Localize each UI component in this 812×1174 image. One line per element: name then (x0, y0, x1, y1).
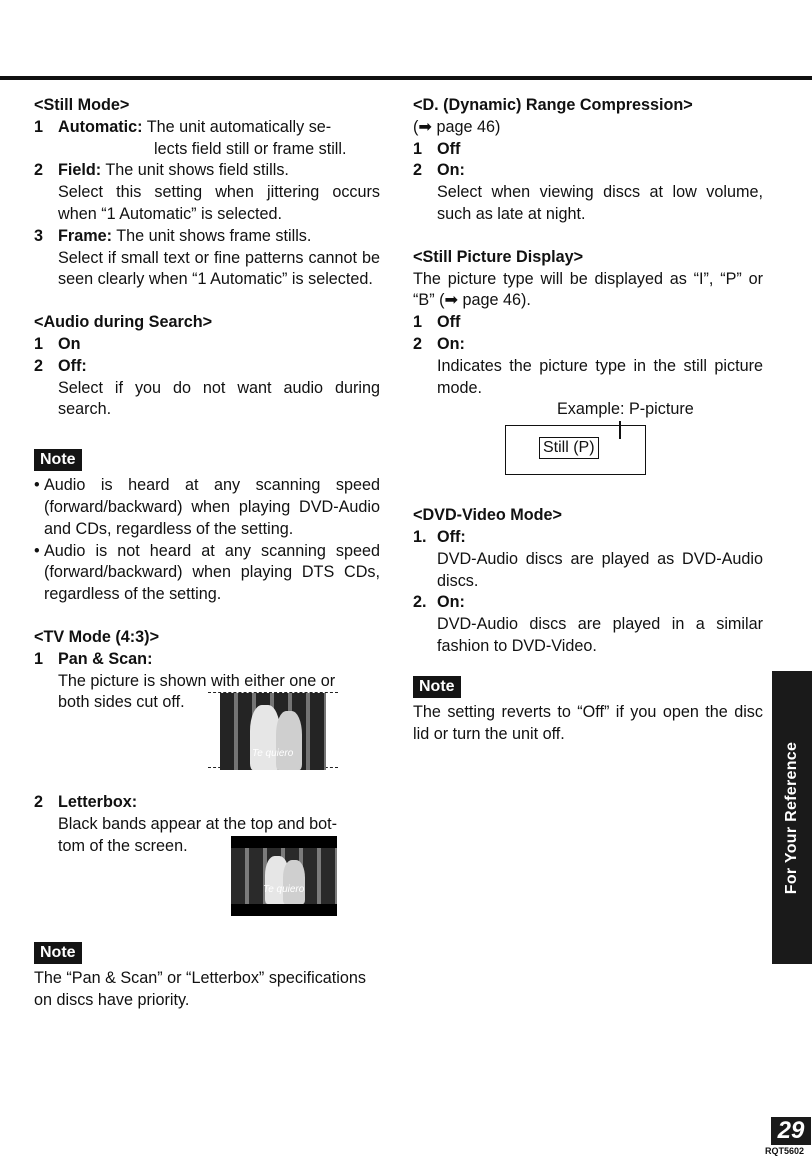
drc-heading: <D. (Dynamic) Range Compression> (413, 96, 693, 114)
still-picture-item-2: 2 On: Indicates the picture type in the still picture mode. (413, 334, 763, 397)
dvd-video-item-1: 1. Off: DVD-Audio discs are played as DVD-Audio discs. (413, 527, 763, 590)
still-display-example (413, 421, 763, 493)
still-mode-heading: <Still Mode> (34, 96, 130, 114)
letterbox-illustration: tom of the screen. Te quiero (58, 836, 380, 924)
audio-search-item-1: 1 On (34, 334, 81, 353)
right-column (413, 95, 763, 745)
still-picture-heading: <Still Picture Display> (413, 247, 584, 266)
left-column (34, 95, 380, 1012)
still-picture-item-1: 1 Off (413, 313, 461, 332)
pan-scan-illustration: both sides cut off. Te quiero (58, 692, 380, 776)
note-badge: Note (34, 449, 82, 471)
drc-item-2: 2 On: Select when viewing discs at low volume, such as late at night. (413, 161, 763, 223)
section-side-tab: For Your Reference (772, 671, 812, 964)
tv-mode-heading: <TV Mode (4:3)> (34, 627, 160, 646)
still-mode-item-3: 3 Frame: The unit shows frame stills. Select if small text or fine patterns cannot be seen clearly when “1 Automatic” is selected. (34, 226, 380, 289)
tv-mode-item-2: 2 Letterbox: Black bands appear at the top and bot- tom of the screen. Te quiero (34, 792, 380, 924)
bullet-dot-icon: • (34, 476, 40, 495)
header-rule (0, 76, 812, 80)
still-mode-item-2: 2 Field: The unit shows field stills. Select this setting when jittering occurs when “1 Automatic” is selected. (34, 161, 380, 223)
drc-page-ref: (➡ page 46) (413, 117, 501, 136)
example-label: Example: P-picture (557, 400, 694, 419)
note-badge: Note (34, 942, 82, 964)
page-number: 29 (771, 1117, 811, 1145)
drc-item-1: 1 Off (413, 139, 461, 158)
dvd-video-item-2: 2. On: DVD-Audio discs are played in a similar fashion to DVD-Video. (413, 593, 763, 655)
note-text: The “Pan & Scan” or “Letterbox” specifications on discs have priority. (34, 968, 366, 1009)
tv-mode-item-1: 1 Pan & Scan: The picture is shown with either one or both sides cut off. Te quiero (34, 649, 380, 777)
note-badge: Note (413, 676, 461, 698)
note-bullet: • Audio is heard at any scanning speed (forward/backward) when playing DVD-Audio and CDs, regardless of the setting. (34, 475, 380, 540)
letterbox-image: Te quiero (231, 836, 337, 916)
pan-scan-image: Te quiero (220, 693, 326, 770)
still-picture-desc: The picture type will be displayed as “I”, “P” or “B” (➡ page 46). (413, 269, 763, 310)
note-text: The setting reverts to “Off” if you open the disc lid or turn the unit off. (413, 702, 763, 743)
dvd-video-heading: <DVD-Video Mode> (413, 506, 563, 525)
page-code: RQT5602 (765, 1146, 805, 1156)
note-bullet: • Audio is not heard at any scanning speed (forward/backward) when playing DTS CDs, regardless of the setting. (34, 541, 380, 606)
bullet-dot-icon: • (34, 541, 40, 560)
still-mode-item-1: 1 Automatic: The unit automatically se- lects field still or frame still. (34, 117, 347, 158)
audio-search-heading: <Audio during Search> (34, 313, 213, 332)
still-indicator: Still (P) (539, 437, 599, 459)
audio-search-item-2: 2 Off: Select if you do not want audio during search. (34, 356, 380, 419)
